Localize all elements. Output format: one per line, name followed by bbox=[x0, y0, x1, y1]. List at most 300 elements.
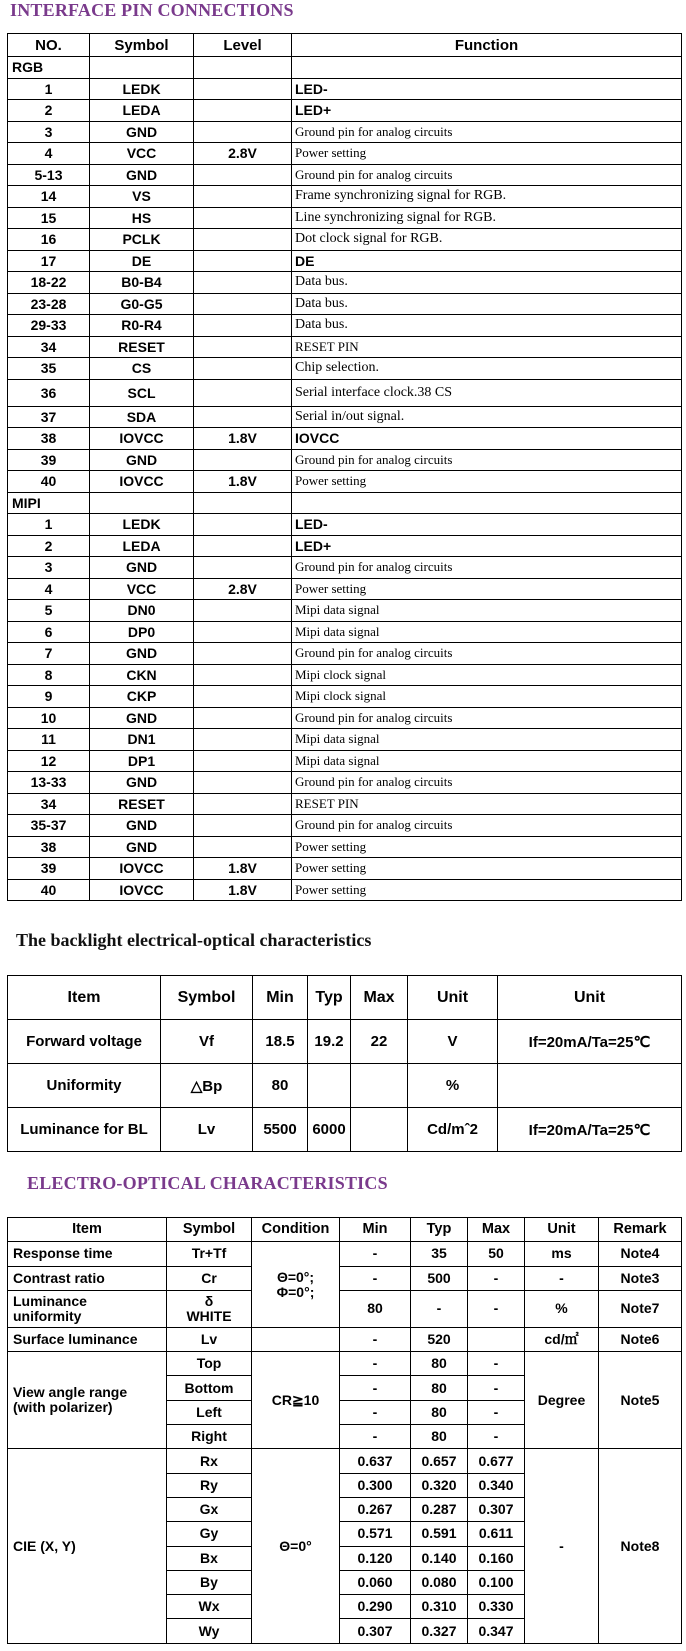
eo-max: - bbox=[468, 1266, 525, 1290]
cell-no: 1 bbox=[8, 78, 90, 100]
eo-title: ELECTRO-OPTICAL CHARACTERISTICS bbox=[27, 1173, 388, 1193]
table-row bbox=[8, 707, 682, 729]
table-row bbox=[8, 406, 682, 428]
pin-table-header bbox=[8, 34, 682, 57]
cell-symbol: DP1 bbox=[90, 750, 194, 772]
eo-remark: Note5 bbox=[599, 1352, 682, 1449]
cell-function: Ground pin for analog circuits bbox=[292, 121, 682, 143]
header-symbol: Symbol bbox=[90, 34, 194, 57]
cell-no: 16 bbox=[8, 229, 90, 251]
cell-symbol: VCC bbox=[90, 143, 194, 165]
cell-level bbox=[194, 336, 292, 358]
cell-no: 5 bbox=[8, 600, 90, 622]
eo-min: - bbox=[340, 1425, 411, 1449]
eo-symbol: Bottom bbox=[167, 1376, 252, 1400]
eo-min: - bbox=[340, 1376, 411, 1400]
cell-function: RESET PIN bbox=[292, 336, 682, 358]
cell-function: Frame synchronizing signal for RGB. bbox=[292, 186, 682, 208]
pin-table bbox=[7, 33, 682, 901]
cell-symbol: GND bbox=[90, 164, 194, 186]
eo-min: 0.267 bbox=[340, 1497, 411, 1521]
cell-function: Ground pin for analog circuits bbox=[292, 772, 682, 794]
table-row bbox=[8, 664, 682, 686]
cell-function: Data bus. bbox=[292, 272, 682, 294]
cell-level bbox=[194, 186, 292, 208]
backlight-header-row bbox=[8, 976, 682, 1020]
header-no: NO. bbox=[8, 34, 90, 57]
cell-symbol: GND bbox=[90, 557, 194, 579]
cell-level bbox=[194, 250, 292, 272]
eo-min: - bbox=[340, 1327, 411, 1351]
cell-symbol: SDA bbox=[90, 406, 194, 428]
eo-typ: 0.657 bbox=[411, 1449, 468, 1473]
eo-max: 0.347 bbox=[468, 1619, 525, 1643]
eo-symbol: Wx bbox=[167, 1595, 252, 1619]
header-level: Level bbox=[194, 34, 292, 57]
eo-condition bbox=[252, 1327, 340, 1351]
eo-min: - bbox=[340, 1242, 411, 1266]
eo-symbol: Cr bbox=[167, 1266, 252, 1290]
cell-level: 2.8V bbox=[194, 578, 292, 600]
cell-symbol: DN1 bbox=[90, 729, 194, 751]
cell-level bbox=[194, 315, 292, 337]
cell-level bbox=[194, 379, 292, 406]
eo-min: 0.571 bbox=[340, 1522, 411, 1546]
cell-no: 18-22 bbox=[8, 272, 90, 294]
eo-header-cell: Max bbox=[468, 1218, 525, 1242]
cell-symbol: PCLK bbox=[90, 229, 194, 251]
eo-typ: 0.591 bbox=[411, 1522, 468, 1546]
table-row bbox=[8, 578, 682, 600]
eo-symbol: δ WHITE bbox=[167, 1290, 252, 1327]
cell-no: 35 bbox=[8, 358, 90, 380]
cell-function: LED- bbox=[292, 78, 682, 100]
cell-level bbox=[194, 121, 292, 143]
eo-header-row bbox=[8, 1218, 682, 1242]
backlight-header-cell: Typ bbox=[308, 976, 351, 1020]
cell-function bbox=[292, 492, 682, 514]
cell-level: 1.8V bbox=[194, 428, 292, 450]
cell-level bbox=[194, 449, 292, 471]
table-row bbox=[8, 750, 682, 772]
cell-level: 1.8V bbox=[194, 471, 292, 493]
eo-header-cell: Typ bbox=[411, 1218, 468, 1242]
cell-no: 3 bbox=[8, 557, 90, 579]
backlight-cell: Lv bbox=[161, 1108, 253, 1152]
eo-header-cell: Min bbox=[340, 1218, 411, 1242]
eo-unit: - bbox=[525, 1449, 599, 1643]
eo-remark: Note4 bbox=[599, 1242, 682, 1266]
eo-typ: 500 bbox=[411, 1266, 468, 1290]
cell-level bbox=[194, 772, 292, 794]
cell-level bbox=[194, 100, 292, 122]
eo-min: 0.290 bbox=[340, 1595, 411, 1619]
cell-function: Power setting bbox=[292, 858, 682, 880]
table-row bbox=[8, 379, 682, 406]
cell-function: Ground pin for analog circuits bbox=[292, 164, 682, 186]
cell-level bbox=[194, 207, 292, 229]
eo-typ: 80 bbox=[411, 1352, 468, 1376]
backlight-cell: 6000 bbox=[308, 1108, 351, 1152]
eo-header-cell: Condition bbox=[252, 1218, 340, 1242]
backlight-header-cell: Item bbox=[8, 976, 161, 1020]
cell-symbol: GND bbox=[90, 815, 194, 837]
cell-no: 9 bbox=[8, 686, 90, 708]
backlight-cell: 5500 bbox=[253, 1108, 308, 1152]
cell-symbol: GND bbox=[90, 121, 194, 143]
eo-typ: 0.327 bbox=[411, 1619, 468, 1643]
eo-header-cell: Unit bbox=[525, 1218, 599, 1242]
cell-function: Ground pin for analog circuits bbox=[292, 643, 682, 665]
cell-function: Power setting bbox=[292, 143, 682, 165]
cell-level bbox=[194, 707, 292, 729]
cell-symbol: RESET bbox=[90, 336, 194, 358]
eo-max: - bbox=[468, 1352, 525, 1376]
table-row bbox=[8, 100, 682, 122]
cell-symbol: IOVCC bbox=[90, 858, 194, 880]
table-row bbox=[8, 772, 682, 794]
eo-typ: 0.287 bbox=[411, 1497, 468, 1521]
cell-level bbox=[194, 729, 292, 751]
cell-symbol: LEDA bbox=[90, 535, 194, 557]
backlight-header-cell: Max bbox=[351, 976, 408, 1020]
cell-symbol: LEDK bbox=[90, 78, 194, 100]
table-row bbox=[8, 272, 682, 294]
cell-symbol: IOVCC bbox=[90, 471, 194, 493]
eo-min: 0.120 bbox=[340, 1546, 411, 1570]
table-row bbox=[8, 535, 682, 557]
cell-symbol: GND bbox=[90, 707, 194, 729]
eo-min: 0.307 bbox=[340, 1619, 411, 1643]
cell-function: Mipi data signal bbox=[292, 600, 682, 622]
cell-level bbox=[194, 535, 292, 557]
eo-unit: ms bbox=[525, 1242, 599, 1266]
eo-symbol: Left bbox=[167, 1400, 252, 1424]
cell-no: 6 bbox=[8, 621, 90, 643]
cell-no: 12 bbox=[8, 750, 90, 772]
eo-min: - bbox=[340, 1352, 411, 1376]
cell-no: 40 bbox=[8, 471, 90, 493]
cell-function: Data bus. bbox=[292, 293, 682, 315]
backlight-cell: 80 bbox=[253, 1064, 308, 1108]
cell-function: Mipi clock signal bbox=[292, 664, 682, 686]
cell-symbol: R0-R4 bbox=[90, 315, 194, 337]
eo-remark: Note8 bbox=[599, 1449, 682, 1643]
eo-max: 0.677 bbox=[468, 1449, 525, 1473]
table-row bbox=[8, 78, 682, 100]
cell-no: 4 bbox=[8, 143, 90, 165]
eo-unit: cd/㎡ bbox=[525, 1327, 599, 1351]
table-row bbox=[8, 600, 682, 622]
table-row bbox=[8, 815, 682, 837]
eo-item: Luminance uniformity bbox=[8, 1290, 167, 1327]
cell-no: 15 bbox=[8, 207, 90, 229]
cell-level bbox=[194, 57, 292, 79]
cell-no: 3 bbox=[8, 121, 90, 143]
table-row bbox=[8, 514, 682, 536]
eo-min: 0.637 bbox=[340, 1449, 411, 1473]
table-row bbox=[8, 1327, 682, 1351]
table-row bbox=[8, 428, 682, 450]
cell-function: Power setting bbox=[292, 836, 682, 858]
cell-function: Ground pin for analog circuits bbox=[292, 815, 682, 837]
cell-function bbox=[292, 57, 682, 79]
eo-remark: Note6 bbox=[599, 1327, 682, 1351]
eo-min: 0.060 bbox=[340, 1570, 411, 1594]
cell-symbol: GND bbox=[90, 836, 194, 858]
cell-function: Line synchronizing signal for RGB. bbox=[292, 207, 682, 229]
eo-symbol: Right bbox=[167, 1425, 252, 1449]
eo-item: Surface luminance bbox=[8, 1327, 167, 1351]
cell-level bbox=[194, 793, 292, 815]
eo-typ: 80 bbox=[411, 1376, 468, 1400]
eo-unit: % bbox=[525, 1290, 599, 1327]
cell-no: 14 bbox=[8, 186, 90, 208]
table-row bbox=[8, 207, 682, 229]
cell-symbol: HS bbox=[90, 207, 194, 229]
cell-symbol: DP0 bbox=[90, 621, 194, 643]
eo-symbol: Ry bbox=[167, 1473, 252, 1497]
cell-symbol: LEDK bbox=[90, 514, 194, 536]
eo-typ: 520 bbox=[411, 1327, 468, 1351]
eo-typ: 0.140 bbox=[411, 1546, 468, 1570]
eo-unit: - bbox=[525, 1266, 599, 1290]
cell-no: 2 bbox=[8, 535, 90, 557]
backlight-header-cell: Symbol bbox=[161, 976, 253, 1020]
eo-min: 80 bbox=[340, 1290, 411, 1327]
backlight-cell: Forward voltage bbox=[8, 1020, 161, 1064]
backlight-cell bbox=[308, 1064, 351, 1108]
cell-level bbox=[194, 750, 292, 772]
cell-level bbox=[194, 272, 292, 294]
cell-function: Data bus. bbox=[292, 315, 682, 337]
table-row bbox=[8, 336, 682, 358]
cell-no: 7 bbox=[8, 643, 90, 665]
eo-typ: 35 bbox=[411, 1242, 468, 1266]
eo-symbol: Top bbox=[167, 1352, 252, 1376]
cell-level bbox=[194, 293, 292, 315]
eo-symbol: Wy bbox=[167, 1619, 252, 1643]
group-row-mipi bbox=[8, 492, 682, 514]
eo-min: 0.300 bbox=[340, 1473, 411, 1497]
cell-level bbox=[194, 664, 292, 686]
cell-symbol: G0-G5 bbox=[90, 293, 194, 315]
table-row bbox=[8, 643, 682, 665]
eo-symbol: By bbox=[167, 1570, 252, 1594]
cell-symbol: DE bbox=[90, 250, 194, 272]
eo-symbol: Bx bbox=[167, 1546, 252, 1570]
backlight-cell bbox=[498, 1064, 682, 1108]
backlight-cell: 19.2 bbox=[308, 1020, 351, 1064]
table-row bbox=[8, 836, 682, 858]
cell-no: 39 bbox=[8, 449, 90, 471]
cell-no: 34 bbox=[8, 336, 90, 358]
backlight-cell: If=20mA/Ta=25℃ bbox=[498, 1108, 682, 1152]
backlight-cell bbox=[351, 1064, 408, 1108]
eo-item: CIE (X, Y) bbox=[8, 1449, 167, 1643]
table-row bbox=[8, 858, 682, 880]
cell-symbol: VS bbox=[90, 186, 194, 208]
eo-max: 0.307 bbox=[468, 1497, 525, 1521]
backlight-cell: 18.5 bbox=[253, 1020, 308, 1064]
cell-symbol: IOVCC bbox=[90, 428, 194, 450]
cell-function: Power setting bbox=[292, 471, 682, 493]
backlight-cell: If=20mA/Ta=25℃ bbox=[498, 1020, 682, 1064]
table-row bbox=[8, 121, 682, 143]
eo-condition: Θ=0° bbox=[252, 1449, 340, 1643]
eo-condition: CR≧10 bbox=[252, 1352, 340, 1449]
eo-min: - bbox=[340, 1400, 411, 1424]
cell-function: RESET PIN bbox=[292, 793, 682, 815]
eo-symbol: Lv bbox=[167, 1327, 252, 1351]
eo-typ: 0.320 bbox=[411, 1473, 468, 1497]
cell-symbol: LEDA bbox=[90, 100, 194, 122]
backlight-cell bbox=[351, 1108, 408, 1152]
cell-function: Ground pin for analog circuits bbox=[292, 449, 682, 471]
cell-no: 8 bbox=[8, 664, 90, 686]
cell-function: LED+ bbox=[292, 535, 682, 557]
eo-max: - bbox=[468, 1425, 525, 1449]
cell-function: Ground pin for analog circuits bbox=[292, 707, 682, 729]
backlight-cell: Luminance for BL bbox=[8, 1108, 161, 1152]
backlight-cell: Uniformity bbox=[8, 1064, 161, 1108]
cell-function: Chip selection. bbox=[292, 358, 682, 380]
cell-symbol: IOVCC bbox=[90, 879, 194, 901]
header-function: Function bbox=[292, 34, 682, 57]
eo-max: - bbox=[468, 1290, 525, 1327]
table-row bbox=[8, 1290, 682, 1327]
table-row bbox=[8, 229, 682, 251]
eo-symbol: Rx bbox=[167, 1449, 252, 1473]
cell-symbol: GND bbox=[90, 772, 194, 794]
cell-symbol bbox=[90, 57, 194, 79]
eo-max: 0.340 bbox=[468, 1473, 525, 1497]
cell-level bbox=[194, 600, 292, 622]
cell-symbol: GND bbox=[90, 643, 194, 665]
backlight-cell: 22 bbox=[351, 1020, 408, 1064]
eo-min: - bbox=[340, 1266, 411, 1290]
cell-symbol: GND bbox=[90, 449, 194, 471]
eo-max: 0.330 bbox=[468, 1595, 525, 1619]
cell-no: 5-13 bbox=[8, 164, 90, 186]
backlight-header-cell: Unit bbox=[498, 976, 682, 1020]
eo-item: View angle range (with polarizer) bbox=[8, 1352, 167, 1449]
cell-function: Serial interface clock.38 CS bbox=[292, 379, 682, 406]
cell-symbol bbox=[90, 492, 194, 514]
table-row bbox=[8, 250, 682, 272]
table-row bbox=[8, 293, 682, 315]
cell-symbol: CKN bbox=[90, 664, 194, 686]
cell-function: Serial in/out signal. bbox=[292, 406, 682, 428]
backlight-title: The backlight electrical-optical characteristics bbox=[16, 930, 372, 950]
cell-level bbox=[194, 621, 292, 643]
table-row bbox=[8, 793, 682, 815]
table-row bbox=[8, 1352, 682, 1376]
table-row bbox=[8, 164, 682, 186]
cell-no: 29-33 bbox=[8, 315, 90, 337]
eo-typ: - bbox=[411, 1290, 468, 1327]
cell-level bbox=[194, 406, 292, 428]
table-row bbox=[8, 315, 682, 337]
group-row-rgb bbox=[8, 57, 682, 79]
eo-typ: 0.310 bbox=[411, 1595, 468, 1619]
backlight-cell: V bbox=[408, 1020, 498, 1064]
table-row bbox=[8, 1108, 682, 1152]
cell-function: Mipi data signal bbox=[292, 621, 682, 643]
eo-item: Contrast ratio bbox=[8, 1266, 167, 1290]
cell-symbol: CS bbox=[90, 358, 194, 380]
table-row bbox=[8, 686, 682, 708]
cell-no: 40 bbox=[8, 879, 90, 901]
table-row bbox=[8, 1242, 682, 1266]
eo-condition: Θ=0°; Φ=0°; bbox=[252, 1242, 340, 1328]
cell-level bbox=[194, 164, 292, 186]
cell-symbol: DN0 bbox=[90, 600, 194, 622]
cell-no: 36 bbox=[8, 379, 90, 406]
cell-function: DE bbox=[292, 250, 682, 272]
cell-no: 11 bbox=[8, 729, 90, 751]
cell-level bbox=[194, 557, 292, 579]
table-row bbox=[8, 186, 682, 208]
cell-level bbox=[194, 836, 292, 858]
eo-remark: Note3 bbox=[599, 1266, 682, 1290]
eo-unit: Degree bbox=[525, 1352, 599, 1449]
cell-no: 10 bbox=[8, 707, 90, 729]
cell-function: Mipi data signal bbox=[292, 729, 682, 751]
cell-level bbox=[194, 815, 292, 837]
table-row bbox=[8, 1449, 682, 1473]
table-row bbox=[8, 471, 682, 493]
cell-function: Dot clock signal for RGB. bbox=[292, 229, 682, 251]
table-row bbox=[8, 1266, 682, 1290]
cell-no: 37 bbox=[8, 406, 90, 428]
table-row bbox=[8, 143, 682, 165]
cell-no: 34 bbox=[8, 793, 90, 815]
table-row bbox=[8, 557, 682, 579]
group-label: RGB bbox=[8, 57, 90, 79]
cell-function: Ground pin for analog circuits bbox=[292, 557, 682, 579]
cell-level bbox=[194, 643, 292, 665]
cell-no: 13-33 bbox=[8, 772, 90, 794]
table-row bbox=[8, 729, 682, 751]
eo-remark: Note7 bbox=[599, 1290, 682, 1327]
eo-item: Response time bbox=[8, 1242, 167, 1266]
cell-function: LED+ bbox=[292, 100, 682, 122]
eo-max: - bbox=[468, 1400, 525, 1424]
eo-max bbox=[468, 1327, 525, 1351]
cell-level bbox=[194, 514, 292, 536]
backlight-table bbox=[7, 975, 682, 1152]
eo-typ: 80 bbox=[411, 1425, 468, 1449]
cell-symbol: SCL bbox=[90, 379, 194, 406]
eo-max: - bbox=[468, 1376, 525, 1400]
cell-level bbox=[194, 492, 292, 514]
cell-no: 23-28 bbox=[8, 293, 90, 315]
eo-header-cell: Symbol bbox=[167, 1218, 252, 1242]
cell-symbol: RESET bbox=[90, 793, 194, 815]
cell-function: Mipi clock signal bbox=[292, 686, 682, 708]
eo-typ: 0.080 bbox=[411, 1570, 468, 1594]
eo-table bbox=[7, 1217, 682, 1644]
cell-function: Power setting bbox=[292, 879, 682, 901]
backlight-header-cell: Min bbox=[253, 976, 308, 1020]
group-label: MIPI bbox=[8, 492, 90, 514]
cell-level: 2.8V bbox=[194, 143, 292, 165]
eo-max: 0.160 bbox=[468, 1546, 525, 1570]
eo-symbol: Gy bbox=[167, 1522, 252, 1546]
cell-no: 39 bbox=[8, 858, 90, 880]
backlight-header-cell: Unit bbox=[408, 976, 498, 1020]
